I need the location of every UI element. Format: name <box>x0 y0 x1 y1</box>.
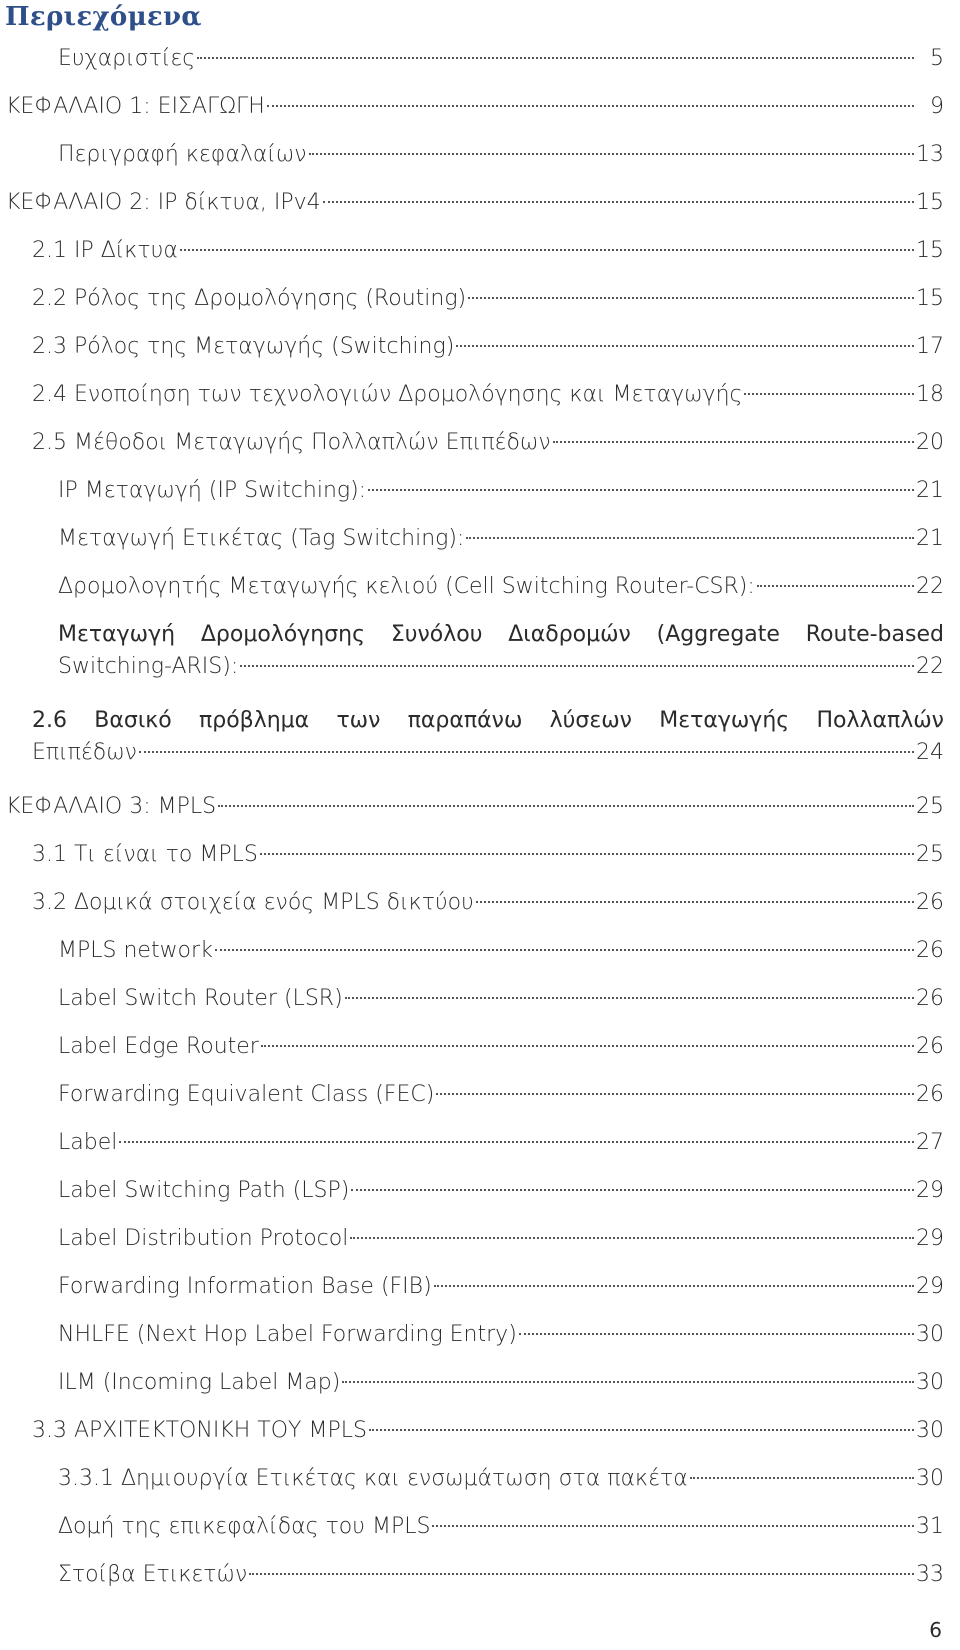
toc-entry-row <box>58 652 944 682</box>
toc-entry[interactable] <box>0 134 960 182</box>
toc-entry-label: Switching-ARIS): <box>58 654 239 679</box>
toc-entry[interactable] <box>0 786 960 834</box>
toc-entry-page: 24 <box>916 740 944 765</box>
dot-leader <box>218 805 914 807</box>
toc-entry[interactable] <box>0 278 960 326</box>
toc-word: των <box>336 708 381 733</box>
toc-entry-page: 29 <box>916 1226 944 1251</box>
toc-entry[interactable] <box>0 1314 960 1362</box>
toc-entry-row <box>32 236 944 266</box>
toc-entry[interactable] <box>0 182 960 230</box>
toc-entry[interactable] <box>0 1122 960 1170</box>
toc-entry-label: ΚΕΦΑΛΑΙΟ 3: MPLS <box>6 794 217 819</box>
toc-entry[interactable] <box>0 1506 960 1554</box>
toc-entry[interactable] <box>0 374 960 422</box>
toc-entry[interactable] <box>0 86 960 134</box>
toc-entry-label-line1 <box>58 620 944 650</box>
toc-entry[interactable] <box>0 834 960 882</box>
toc-entry-row <box>58 1176 944 1206</box>
toc-entry-label: ILM (Incoming Label Map) <box>58 1370 341 1395</box>
toc-entry-page: 25 <box>916 842 944 867</box>
toc-entry-page: 26 <box>916 890 944 915</box>
toc-entry-page: 13 <box>916 142 944 167</box>
toc-entry-page: 17 <box>916 334 944 359</box>
dot-leader <box>553 441 914 443</box>
toc-entry-row <box>32 428 944 458</box>
toc-word: (Aggregate <box>656 622 780 647</box>
toc-entry-row <box>6 792 944 822</box>
toc-word: Πολλαπλών <box>816 708 944 733</box>
toc-entry[interactable] <box>0 518 960 566</box>
toc-word: Βασικό <box>94 708 172 733</box>
toc-entry-page: 5 <box>930 46 944 71</box>
toc-entry[interactable] <box>0 230 960 278</box>
toc-entry-label: Στοίβα Ετικετών <box>58 1562 248 1587</box>
dot-leader <box>342 1381 914 1383</box>
dot-leader <box>432 1525 914 1527</box>
toc-entry-row <box>32 284 944 314</box>
toc-word: 2.6 <box>32 708 67 733</box>
toc-entry-page: 26 <box>916 986 944 1011</box>
toc-entry[interactable] <box>0 470 960 518</box>
dot-leader <box>744 393 914 395</box>
toc-entry-label: Δομή της επικεφαλίδας του MPLS <box>58 1514 431 1539</box>
toc-word: πρόβλημα <box>198 708 310 733</box>
toc-entry-label: Label Edge Router <box>58 1034 259 1059</box>
dot-leader <box>456 345 914 347</box>
toc-entry-page: 29 <box>916 1274 944 1299</box>
toc-entry-label: IP Μεταγωγή (IP Switching): <box>58 478 367 503</box>
toc-entry-label: Μεταγωγή Ετικέτας (Tag Switching): <box>58 526 465 551</box>
toc-entry[interactable] <box>0 882 960 930</box>
toc-entry-label: 2.3 Ρόλος της Μεταγωγής (Switching) <box>32 334 455 359</box>
toc-entry-row <box>58 572 944 602</box>
toc-entry-page: 15 <box>916 190 944 215</box>
toc-entry-label: Επιπέδων <box>32 740 137 765</box>
dot-leader <box>215 949 914 951</box>
toc-entry-row <box>58 140 944 170</box>
toc-entry[interactable] <box>0 566 960 614</box>
toc-entry-page: 9 <box>930 94 944 119</box>
toc-entry-page: 15 <box>916 286 944 311</box>
toc-entry-row <box>6 188 944 218</box>
toc-entry-label: ΚΕΦΑΛΑΙΟ 1: ΕΙΣΑΓΩΓΗ <box>6 94 265 119</box>
toc-entry[interactable] <box>0 978 960 1026</box>
dot-leader <box>466 537 914 539</box>
toc-entry-page: 27 <box>916 1130 944 1155</box>
dot-leader <box>261 1045 914 1047</box>
toc-entry-row <box>58 1224 944 1254</box>
dot-leader <box>309 153 914 155</box>
toc-entry[interactable] <box>0 1074 960 1122</box>
toc-entry-label: Ευχαριστίες <box>58 46 196 71</box>
toc-entry-page: 30 <box>916 1322 944 1347</box>
toc-entry-label: MPLS network <box>58 938 213 963</box>
toc-entry-row <box>58 1032 944 1062</box>
toc-word: Διαδρομών <box>508 622 631 647</box>
toc-entry[interactable] <box>0 1218 960 1266</box>
toc-entry[interactable] <box>0 1170 960 1218</box>
toc-entry-row <box>32 738 944 768</box>
toc-word: Route-based <box>805 622 944 647</box>
dot-leader <box>368 489 914 491</box>
dot-leader <box>197 57 914 59</box>
toc-entry[interactable] <box>0 1266 960 1314</box>
toc-entry[interactable] <box>0 1362 960 1410</box>
page-number: 6 <box>929 1618 942 1642</box>
dot-leader <box>180 249 914 251</box>
toc-entry-row <box>58 524 944 554</box>
toc-entry[interactable] <box>0 422 960 470</box>
toc-word: λύσεων <box>549 708 632 733</box>
toc-entry-page: 21 <box>916 478 944 503</box>
toc-entry-label: Label <box>58 1130 118 1155</box>
toc-word: Συνόλου <box>390 622 483 647</box>
toc-entry-page: 30 <box>916 1418 944 1443</box>
dot-leader <box>434 1285 914 1287</box>
toc-entry-row <box>58 1128 944 1158</box>
toc-entry[interactable] <box>0 1410 960 1458</box>
toc-entry-label-line1 <box>32 706 944 736</box>
toc-entry[interactable] <box>0 930 960 978</box>
toc-entry-page: 26 <box>916 1034 944 1059</box>
dot-leader <box>267 105 914 107</box>
dot-leader <box>323 201 914 203</box>
toc-entry-label: 2.5 Μέθοδοι Μεταγωγής Πολλαπλών Επιπέδων <box>32 430 551 455</box>
toc-entry-page: 22 <box>916 574 944 599</box>
toc-entry-row <box>58 1272 944 1302</box>
toc-entry[interactable] <box>0 1458 960 1506</box>
toc-entry-label: Label Distribution Protocol <box>58 1226 349 1251</box>
dot-leader <box>345 997 914 999</box>
toc-entry-row <box>58 44 944 74</box>
dot-leader <box>249 1573 914 1575</box>
toc-entry-page: 15 <box>916 238 944 263</box>
dot-leader <box>240 665 914 667</box>
dot-leader <box>350 1237 914 1239</box>
toc-entry-row <box>58 1560 944 1590</box>
toc-entry-row <box>58 936 944 966</box>
toc-entry[interactable] <box>0 700 960 786</box>
dot-leader <box>757 585 914 587</box>
toc-entry-label: Περιγραφή κεφαλαίων <box>58 142 307 167</box>
toc-entry-page: 20 <box>916 430 944 455</box>
toc-entry-row <box>58 1320 944 1350</box>
toc-title: Περιεχόμενα <box>5 2 202 32</box>
toc-entry-label: 3.3 ΑΡΧΙΤΕΚΤΟΝΙΚΗ ΤΟΥ MPLS <box>32 1418 367 1443</box>
dot-leader <box>690 1477 914 1479</box>
toc-word: Δρομολόγησης <box>200 622 366 647</box>
toc-entry[interactable] <box>0 326 960 374</box>
toc-entry-page: 21 <box>916 526 944 551</box>
toc-entry-page: 25 <box>916 794 944 819</box>
toc-entry-row <box>58 1368 944 1398</box>
dot-leader <box>369 1429 914 1431</box>
toc-entry-label: 2.1 IP Δίκτυα <box>32 238 178 263</box>
toc-entry-page: 26 <box>916 938 944 963</box>
toc-entry-row <box>32 380 944 410</box>
toc-entry-page: 26 <box>916 1082 944 1107</box>
toc-entry-page: 30 <box>916 1466 944 1491</box>
dot-leader <box>476 901 914 903</box>
toc-entry-label: Forwarding Equivalent Class (FEC) <box>58 1082 435 1107</box>
dot-leader <box>119 1141 914 1143</box>
toc-entry-row <box>58 1512 944 1542</box>
toc-entry-page: 18 <box>916 382 944 407</box>
toc-entry-label: Forwarding Information Base (FIB) <box>58 1274 432 1299</box>
toc-entry-row <box>32 1416 944 1446</box>
toc-entry[interactable] <box>0 614 960 700</box>
toc-entry[interactable] <box>0 38 960 86</box>
toc-entry-label: Label Switching Path (LSP) <box>58 1178 350 1203</box>
toc-entry-row <box>32 332 944 362</box>
toc-entry-row <box>58 1080 944 1110</box>
toc-entry-row <box>58 1464 944 1494</box>
toc-entry-label: NHLFE (Next Hop Label Forwarding Entry) <box>58 1322 517 1347</box>
toc-entry[interactable] <box>0 1026 960 1074</box>
dot-leader <box>139 751 914 753</box>
toc-word: παραπάνω <box>407 708 523 733</box>
toc-entry-page: 22 <box>916 654 944 679</box>
toc-entry-label: ΚΕΦΑΛΑΙΟ 2: IP δίκτυα, IPv4 <box>6 190 321 215</box>
toc-entry-page: 33 <box>916 1562 944 1587</box>
dot-leader <box>468 297 914 299</box>
toc-entry-row <box>58 984 944 1014</box>
toc-entry-row <box>58 476 944 506</box>
toc-entry-label: 3.3.1 Δημιουργία Ετικέτας και ενσωμάτωση στα πακέτα <box>58 1466 688 1491</box>
dot-leader <box>436 1093 914 1095</box>
toc-entry-label: Δρομολογητής Μεταγωγής κελιού (Cell Switching Router-CSR): <box>58 574 755 599</box>
toc-word: Μεταγωγή <box>58 622 176 647</box>
toc-entry-label: Label Switch Router (LSR) <box>58 986 343 1011</box>
toc-entry-label: 3.1 Τι είναι το MPLS <box>32 842 258 867</box>
dot-leader <box>519 1333 914 1335</box>
toc-entry-label: 2.4 Ενοποίηση των τεχνολογιών Δρομολόγησης και Μεταγωγής <box>32 382 743 407</box>
toc-entry-page: 31 <box>916 1514 944 1539</box>
toc-word: Μεταγωγής <box>659 708 790 733</box>
toc-entry-label: 3.2 Δομικά στοιχεία ενός MPLS δικτύου <box>32 890 474 915</box>
toc-entry-page: 30 <box>916 1370 944 1395</box>
dot-leader <box>351 1189 914 1191</box>
dot-leader <box>260 853 914 855</box>
toc-entry[interactable] <box>0 1554 960 1602</box>
toc-entry-row <box>6 92 944 122</box>
table-of-contents <box>0 38 960 1602</box>
toc-entry-row <box>32 840 944 870</box>
toc-entry-page: 29 <box>916 1178 944 1203</box>
toc-entry-row <box>32 888 944 918</box>
toc-entry-label: 2.2 Ρόλος της Δρομολόγησης (Routing) <box>32 286 467 311</box>
